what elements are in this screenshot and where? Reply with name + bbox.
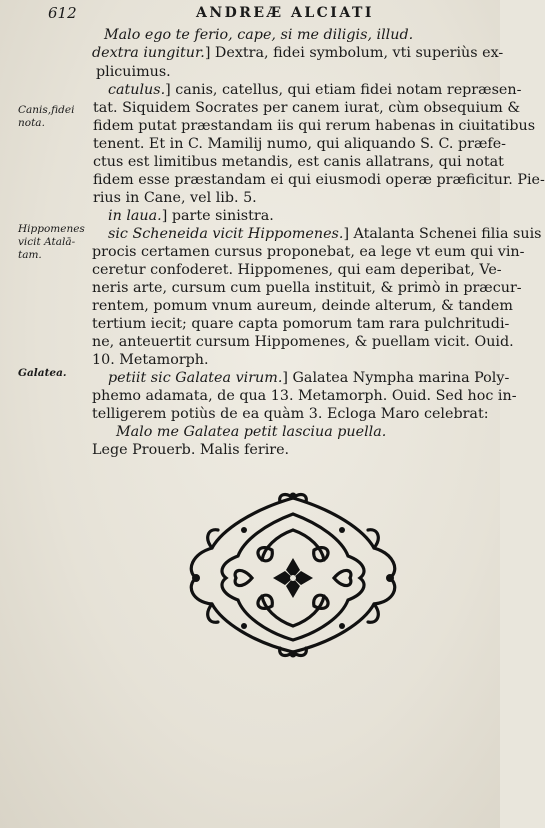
text-line: ne, anteuertit cursum Hippomenes, & puellam vicit. Ouid. [92, 334, 514, 350]
margin-note: Galatea. [18, 367, 67, 379]
text-line: fidem esse præstandam ei qui eiusmodi operæ præficitur. Pie- [93, 172, 545, 188]
text-line: Malo me Galatea petit lasciua puella. [116, 424, 387, 440]
text-line: in laua.] parte sinistra. [108, 208, 274, 224]
text-line: dextra iungitur.] Dextra, fidei symbolum, vti superiùs ex- [92, 45, 504, 61]
text-line: procis certamen cursus proponebat, ea lege vt eum qui vin- [92, 244, 525, 260]
margin-note: Canis,fidei [18, 104, 75, 116]
text-line: tenent. Et in C. Mamilij numo, qui aliquando S. C. præfe- [93, 136, 507, 152]
text-line: 10. Metamorph. [92, 352, 209, 368]
text-line: telligerem potiùs de ea quàm 3. Ecloga Maro celebrat: [92, 406, 489, 422]
running-head: ANDREÆ ALCIATI [196, 5, 374, 21]
text-line: phemo adamata, de qua 13. Metamorph. Ouid. Sed hoc in- [92, 388, 517, 404]
text-line: ceretur confoderet. Hippomenes, qui eam deperibat, Ve- [92, 262, 502, 278]
text-line: tat. Siquidem Socrates per canem iurat, cùm obsequium & [93, 100, 521, 116]
text-line: catulus.] canis, catellus, qui etiam fidei notam repræsen- [108, 82, 522, 98]
text-line: tertium iecit; quare capta pomorum tam rara pulchritudi- [92, 316, 510, 332]
printers-ornament [182, 490, 404, 660]
text-line: fidem putat præstandam iis qui rerum habenas in ciuitatibus [93, 118, 536, 134]
text-line: rius in Cane, vel lib. 5. [93, 190, 257, 206]
text-line: Malo ego te ferio, cape, si me diligis, illud. [104, 27, 414, 43]
text-line: petiit sic Galatea virum.] Galatea Nympha marina Poly- [108, 370, 510, 386]
margin-note: vicit Atalā- [18, 236, 76, 248]
text-line: plicuimus. [96, 64, 171, 80]
margin-note: nota. [18, 117, 45, 129]
margin-note: tam. [18, 249, 42, 261]
text-line: rentem, pomum vnum aureum, deinde alterum, & tandem [92, 298, 513, 314]
text-line: neris arte, cursum cum puella instituit, & primò in præcur- [92, 280, 522, 296]
page-number: 612 [48, 4, 77, 22]
text-line: sic Scheneida vicit Hippomenes.] Atalanta Schenei filia suis [108, 226, 542, 242]
text-line: Lege Prouerb. Malis ferire. [92, 442, 290, 458]
margin-note: Hippomenes [18, 223, 85, 235]
text-line: ctus est limitibus metandis, est canis allatrans, qui notat [93, 154, 504, 170]
page-header [0, 4, 500, 24]
